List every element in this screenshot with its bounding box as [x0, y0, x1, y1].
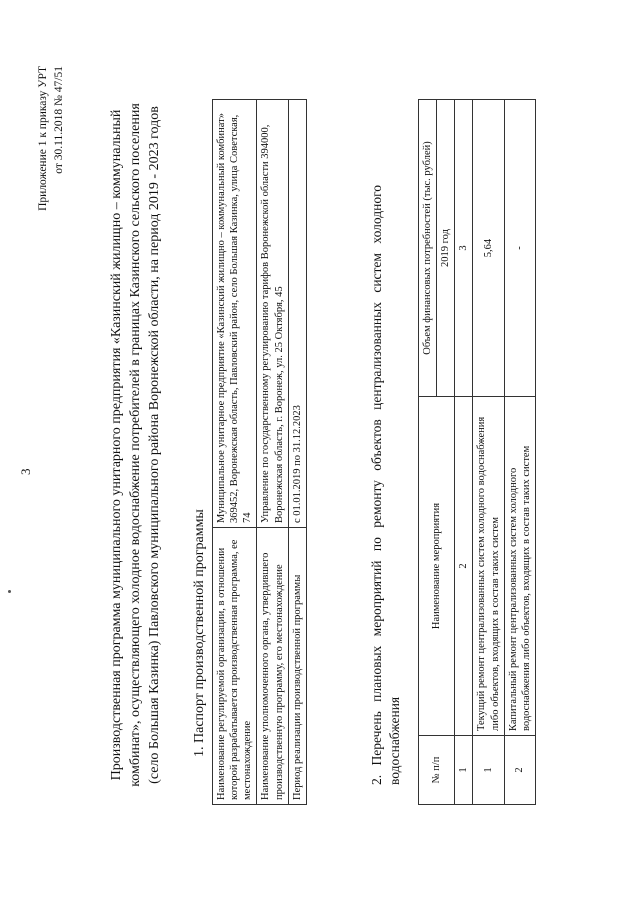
passport-label: Период реализации производственной программы — [288, 528, 306, 805]
passport-table — [212, 99, 307, 805]
row-name: Капитальный ремонт централизованных систем холодного водоснабжения либо объектов, входящих в состав таких систем — [504, 397, 535, 736]
row-num: 2 — [504, 736, 535, 805]
passport-value: с 01.01.2019 по 31.12.2023 — [288, 100, 306, 528]
passport-value: Муниципальное унитарное предприятие «Казинский жилищно – коммунальный комбинат» 369452, Воронежская область, Павловский район, село Большая Казинка, улица Советская, 74 — [213, 100, 257, 528]
passport-value: Управление по государственному регулированию тарифов Воронежской области 394000, Воронежская область, г. Воронеж, ул. 25 Октября, 45 — [257, 100, 288, 528]
appendix-note — [36, 66, 67, 366]
section-2-heading: 2. Перечень плановых мероприятий по ремонту объектов централизованных систем холодного водоснабжения — [369, 184, 402, 785]
row-name: Текущий ремонт централизованных систем холодного водоснабжения либо объектов, входящих в состав таких систем — [473, 397, 504, 736]
plan-table — [418, 99, 536, 805]
passport-row — [213, 100, 257, 805]
index-cell: 3 — [455, 100, 473, 397]
col-fin-header: Объем финансовых потребностей (тыс. рублей) — [419, 100, 437, 397]
table-row — [473, 100, 504, 805]
row-num: 1 — [473, 736, 504, 805]
row-value: 5,64 — [473, 100, 504, 397]
page-number: 3 — [18, 468, 33, 475]
plan-header-row — [419, 100, 437, 805]
row-value: - — [504, 100, 535, 397]
col-year-header: 2019 год — [437, 100, 455, 397]
col-num-header: № п/п — [419, 736, 455, 805]
table-row — [504, 100, 535, 805]
passport-row — [288, 100, 306, 805]
document-title: Производственная программа муниципального унитарного предприятия «Казинский жилищно – коммунальный комбинат», осуществляющего холодное водоснабжение потребителей в границах Казинского сельского поселения (село Большая Казинка) Павловского муниципального района Воронежской области, на период 2019 - 2023 годов — [109, 103, 162, 787]
passport-label: Наименование регулируемой организации, в отношении которой разрабатывается производственная программа, ее местонахождение — [213, 528, 257, 805]
appendix-line-2: от 30.11.2018 № 47/51 — [52, 66, 65, 174]
passport-label: Наименование уполномоченного органа, утвердившего производственную программу, его местонахождение — [257, 528, 288, 805]
col-name-header: Наименование мероприятия — [419, 397, 455, 736]
plan-index-row — [455, 100, 473, 805]
index-cell: 1 — [455, 736, 473, 805]
index-cell: 2 — [455, 397, 473, 736]
passport-row — [257, 100, 288, 805]
section-1-heading: 1. Паспорт производственной программы — [192, 509, 207, 757]
appendix-line-1: Приложение 1 к приказу УРТ — [37, 66, 49, 211]
